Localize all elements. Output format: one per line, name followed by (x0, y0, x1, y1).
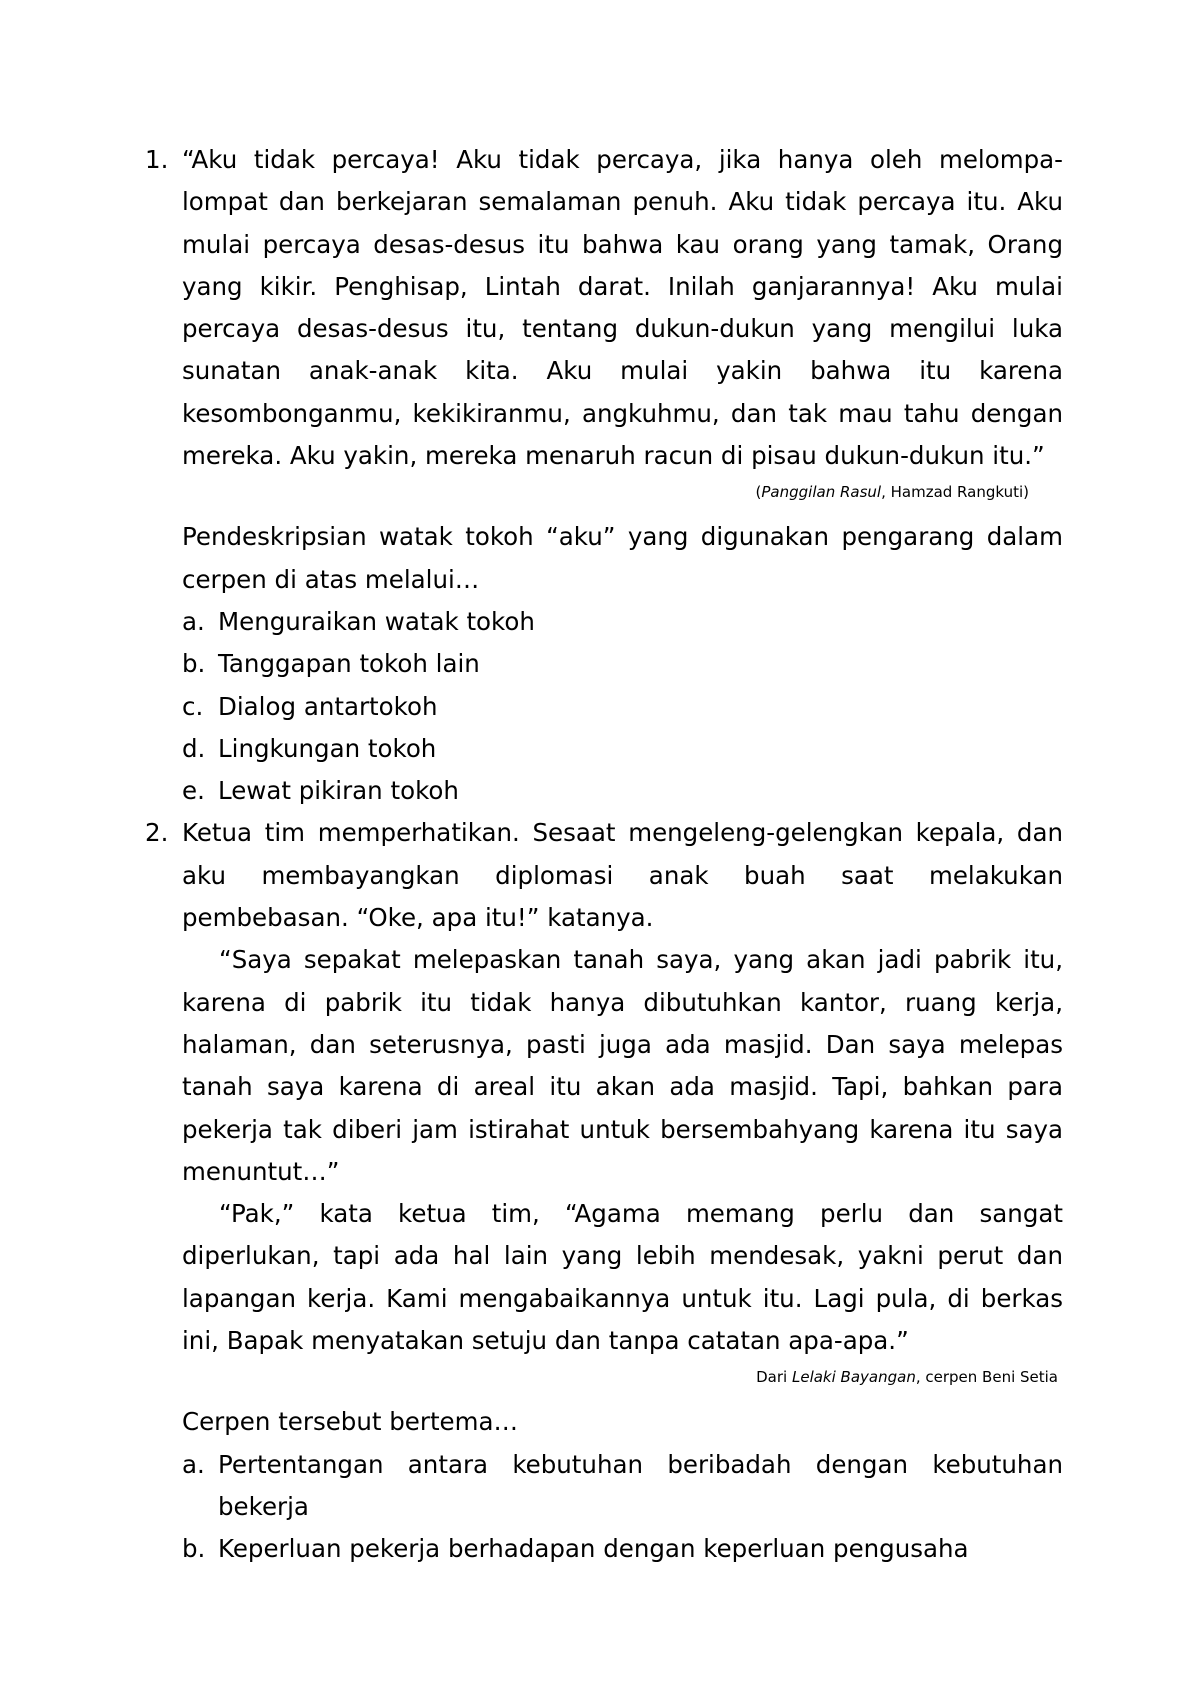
option-text: Menguraikan watak tokoh (218, 606, 535, 636)
question-number: 2. (145, 818, 169, 848)
passage-paragraph-1: Ketua tim memperhatikan. Sesaat mengeleng-gelengkan kepala, dan aku membayangkan diplomasi anak buah saat melakukan pembebasan. “Oke, apa itu!” katanya. (182, 818, 1063, 933)
option-letter: a. (182, 1449, 205, 1479)
question-1 (145, 139, 1063, 812)
option-letter: b. (182, 649, 206, 679)
question-number: 1. (145, 145, 169, 174)
option-letter: e. (182, 776, 205, 806)
option-letter: a. (182, 606, 205, 636)
source-author: , cerpen Beni Setia (915, 1368, 1058, 1387)
option-c[interactable] (182, 686, 1063, 728)
option-text: Pertentangan antara kebutuhan beribadah dengan kebutuhan bekerja (218, 1449, 1063, 1521)
source-title: Panggilan Rasul (761, 483, 882, 502)
option-b[interactable] (182, 1528, 1063, 1570)
source-prefix: Dari (756, 1368, 792, 1387)
option-d[interactable] (182, 728, 1063, 770)
answer-options (182, 601, 1063, 812)
option-text: Lewat pikiran tokoh (218, 776, 459, 806)
option-b[interactable] (182, 643, 1063, 685)
option-letter: d. (182, 733, 206, 763)
option-text: Tanggapan tokoh lain (218, 649, 480, 679)
source-open: ( (755, 483, 762, 502)
document-content (145, 139, 1063, 1571)
option-letter: c. (182, 691, 204, 721)
question-text: Pendeskripsian watak tokoh “aku” yang digunakan pengarang dalam cerpen di atas melalui… (182, 522, 1063, 594)
option-e[interactable] (182, 770, 1063, 812)
passage-source (182, 1368, 1063, 1386)
option-text: Keperluan pekerja berhadapan dengan keperluan pengusaha (218, 1534, 969, 1564)
source-author: , Hamzad Rangkuti) (881, 483, 1029, 502)
option-text: Dialog antartokoh (218, 691, 438, 721)
option-a[interactable] (182, 1444, 1063, 1529)
passage-source (182, 483, 1063, 501)
passage-text: “Aku tidak percaya! Aku tidak percaya, jika hanya oleh melompa-lompat dan berkejaran semalaman penuh. Aku tidak percaya itu. Aku mulai percaya desas-desus itu bahwa kau orang yang tamak, Orang yang kikir. Penghisap, Lintah darat. Inilah ganjarannya! Aku mulai percaya desas-desus itu, tentang dukun-dukun yang mengilui luka sunatan anak-anak kita. Aku mulai yakin bahwa itu karena kesombonganmu, kekikiranmu, angkuhmu, dan tak mau tahu dengan mereka. Aku yakin, mereka menaruh racun di pisau dukun-dukun itu.” (182, 145, 1063, 471)
question-text: Cerpen tersebut bertema… (182, 1407, 519, 1437)
source-title: Lelaki Bayangan (791, 1368, 916, 1387)
option-letter: b. (182, 1534, 206, 1564)
passage-paragraph-3: “Pak,” kata ketua tim, “Agama memang perlu dan sangat diperlukan, tapi ada hal lain yang lebih mendesak, yakni perut dan lapangan kerja. Kami mengabaikannya untuk itu. Lagi pula, di berkas ini, Bapak menyatakan setuju dan tanpa catatan apa-apa.” (182, 1199, 1063, 1356)
passage-paragraph-2: “Saya sepakat melepaskan tanah saya, yang akan jadi pabrik itu, karena di pabrik itu tidak hanya dibutuhkan kantor, ruang kerja, halaman, dan seterusnya, pasti juga ada masjid. Dan saya melepas tanah saya karena di areal itu akan ada masjid. Tapi, bahkan para pekerja tak diberi jam istirahat untuk bersembahyang karena itu saya menuntut…” (182, 945, 1063, 1186)
option-text: Lingkungan tokoh (218, 733, 437, 763)
question-2 (145, 812, 1063, 1570)
option-a[interactable] (182, 601, 1063, 643)
answer-options (182, 1444, 1063, 1571)
